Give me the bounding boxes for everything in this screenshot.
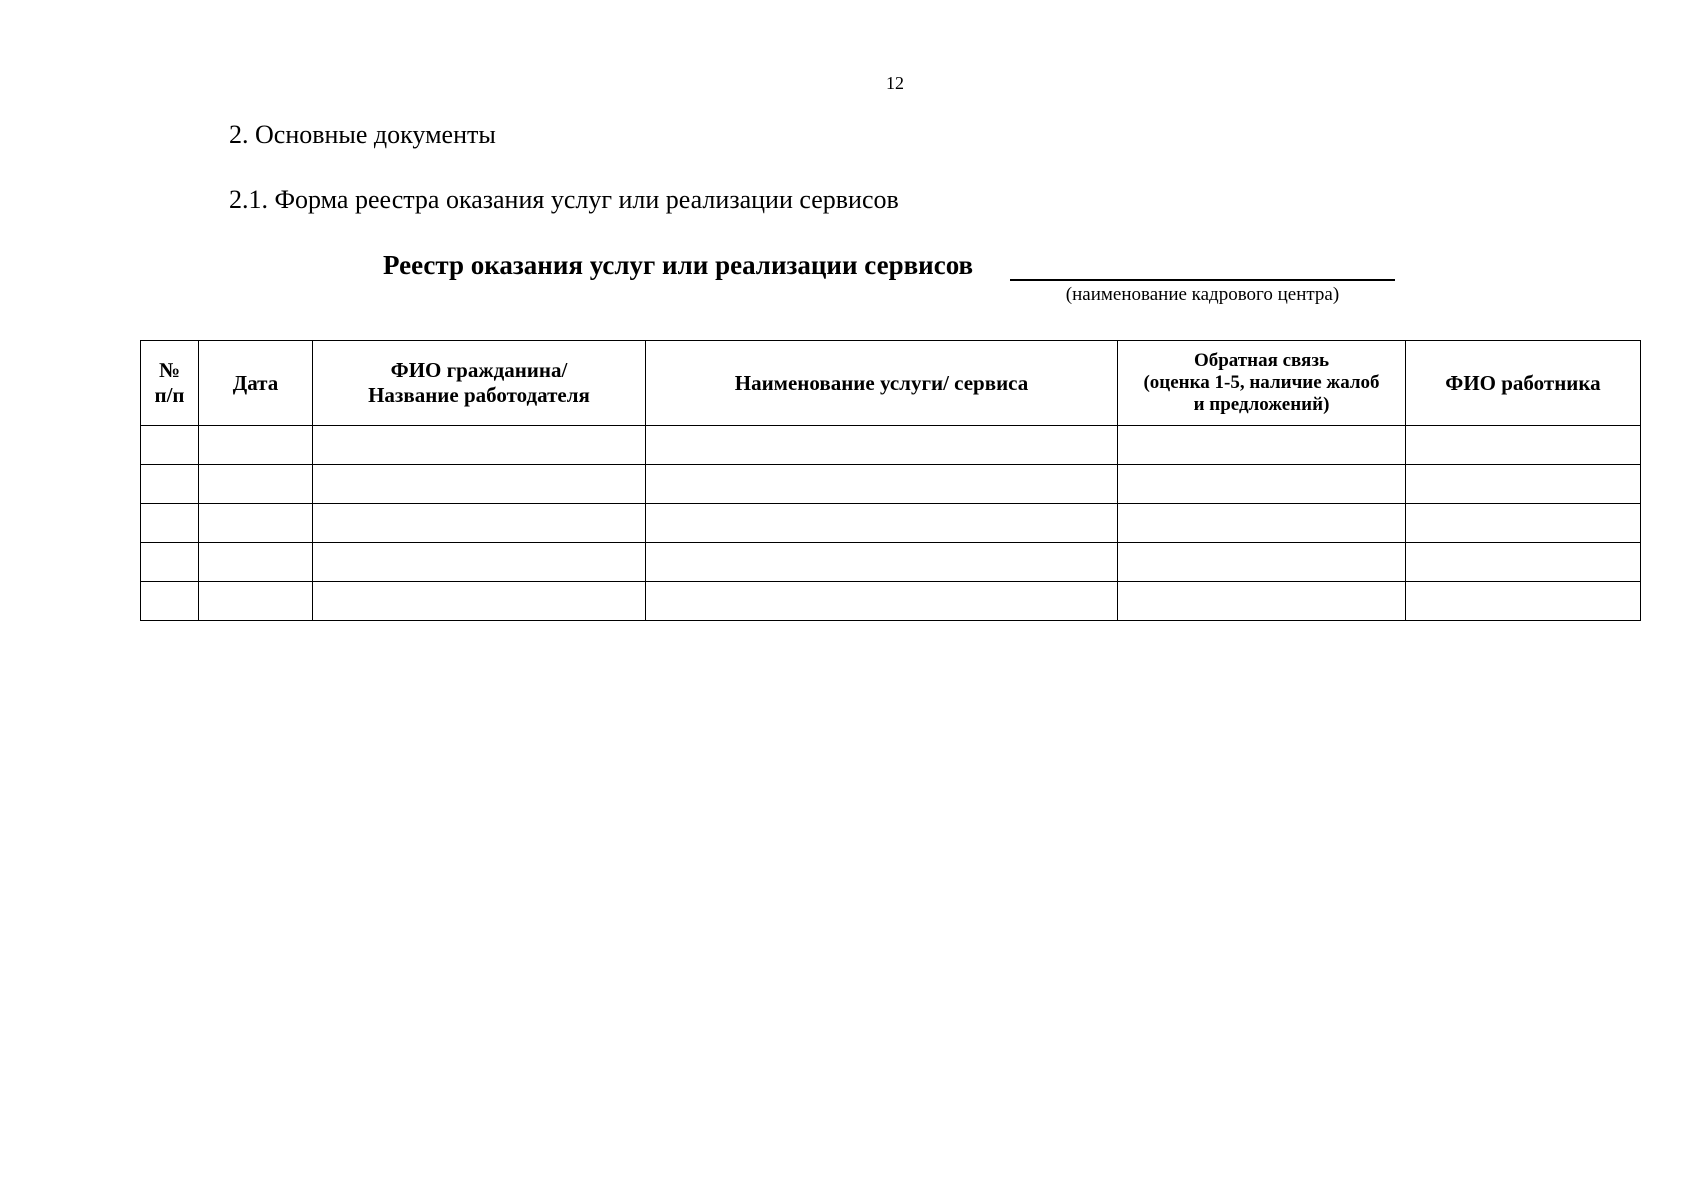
register-title: Реестр оказания услуг или реализации сервисов bbox=[383, 250, 974, 280]
table-cell[interactable] bbox=[1118, 543, 1406, 582]
table-cell[interactable] bbox=[199, 582, 313, 621]
table-cell[interactable] bbox=[313, 543, 646, 582]
subsection-heading: 2.1. Форма реестра оказания услуг или реализации сервисов bbox=[229, 185, 899, 214]
table-row bbox=[141, 543, 1641, 582]
page-number: 12 bbox=[886, 73, 904, 93]
column-header-employee: ФИО работника bbox=[1406, 341, 1641, 426]
table-cell[interactable] bbox=[141, 465, 199, 504]
table-cell[interactable] bbox=[199, 426, 313, 465]
table-cell[interactable] bbox=[199, 504, 313, 543]
table-cell[interactable] bbox=[141, 543, 199, 582]
table-header-row bbox=[141, 341, 1641, 426]
table-cell[interactable] bbox=[1118, 426, 1406, 465]
table-cell[interactable] bbox=[646, 582, 1118, 621]
table-row bbox=[141, 504, 1641, 543]
table-row bbox=[141, 582, 1641, 621]
table-cell[interactable] bbox=[646, 465, 1118, 504]
table-row bbox=[141, 426, 1641, 465]
table-cell[interactable] bbox=[313, 504, 646, 543]
table-cell[interactable] bbox=[646, 504, 1118, 543]
register-center-name-blank[interactable] bbox=[1010, 279, 1395, 281]
registry-table bbox=[140, 340, 1641, 621]
table-cell[interactable] bbox=[1406, 582, 1641, 621]
table-cell[interactable] bbox=[646, 543, 1118, 582]
table-cell[interactable] bbox=[1406, 543, 1641, 582]
table-cell[interactable] bbox=[313, 426, 646, 465]
table-cell[interactable] bbox=[1118, 465, 1406, 504]
table-cell[interactable] bbox=[313, 582, 646, 621]
column-header-feedback: Обратная связь (оценка 1-5, наличие жалоб и предложений) bbox=[1118, 341, 1406, 426]
table-cell[interactable] bbox=[1118, 582, 1406, 621]
table-cell[interactable] bbox=[646, 426, 1118, 465]
table-cell[interactable] bbox=[199, 465, 313, 504]
table-cell[interactable] bbox=[313, 465, 646, 504]
column-header-citizen-employer: ФИО гражданина/ Название работодателя bbox=[313, 341, 646, 426]
column-header-number: № п/п bbox=[141, 341, 199, 426]
table-cell[interactable] bbox=[1118, 504, 1406, 543]
table-cell[interactable] bbox=[1406, 465, 1641, 504]
table-cell[interactable] bbox=[141, 504, 199, 543]
table-cell[interactable] bbox=[141, 426, 199, 465]
section-heading: 2. Основные документы bbox=[229, 120, 496, 149]
table-cell[interactable] bbox=[141, 582, 199, 621]
register-blank-caption: (наименование кадрового центра) bbox=[1065, 284, 1340, 305]
table-cell[interactable] bbox=[1406, 504, 1641, 543]
table-row bbox=[141, 465, 1641, 504]
table-cell[interactable] bbox=[199, 543, 313, 582]
column-header-service-name: Наименование услуги/ сервиса bbox=[646, 341, 1118, 426]
column-header-date: Дата bbox=[199, 341, 313, 426]
table-cell[interactable] bbox=[1406, 426, 1641, 465]
